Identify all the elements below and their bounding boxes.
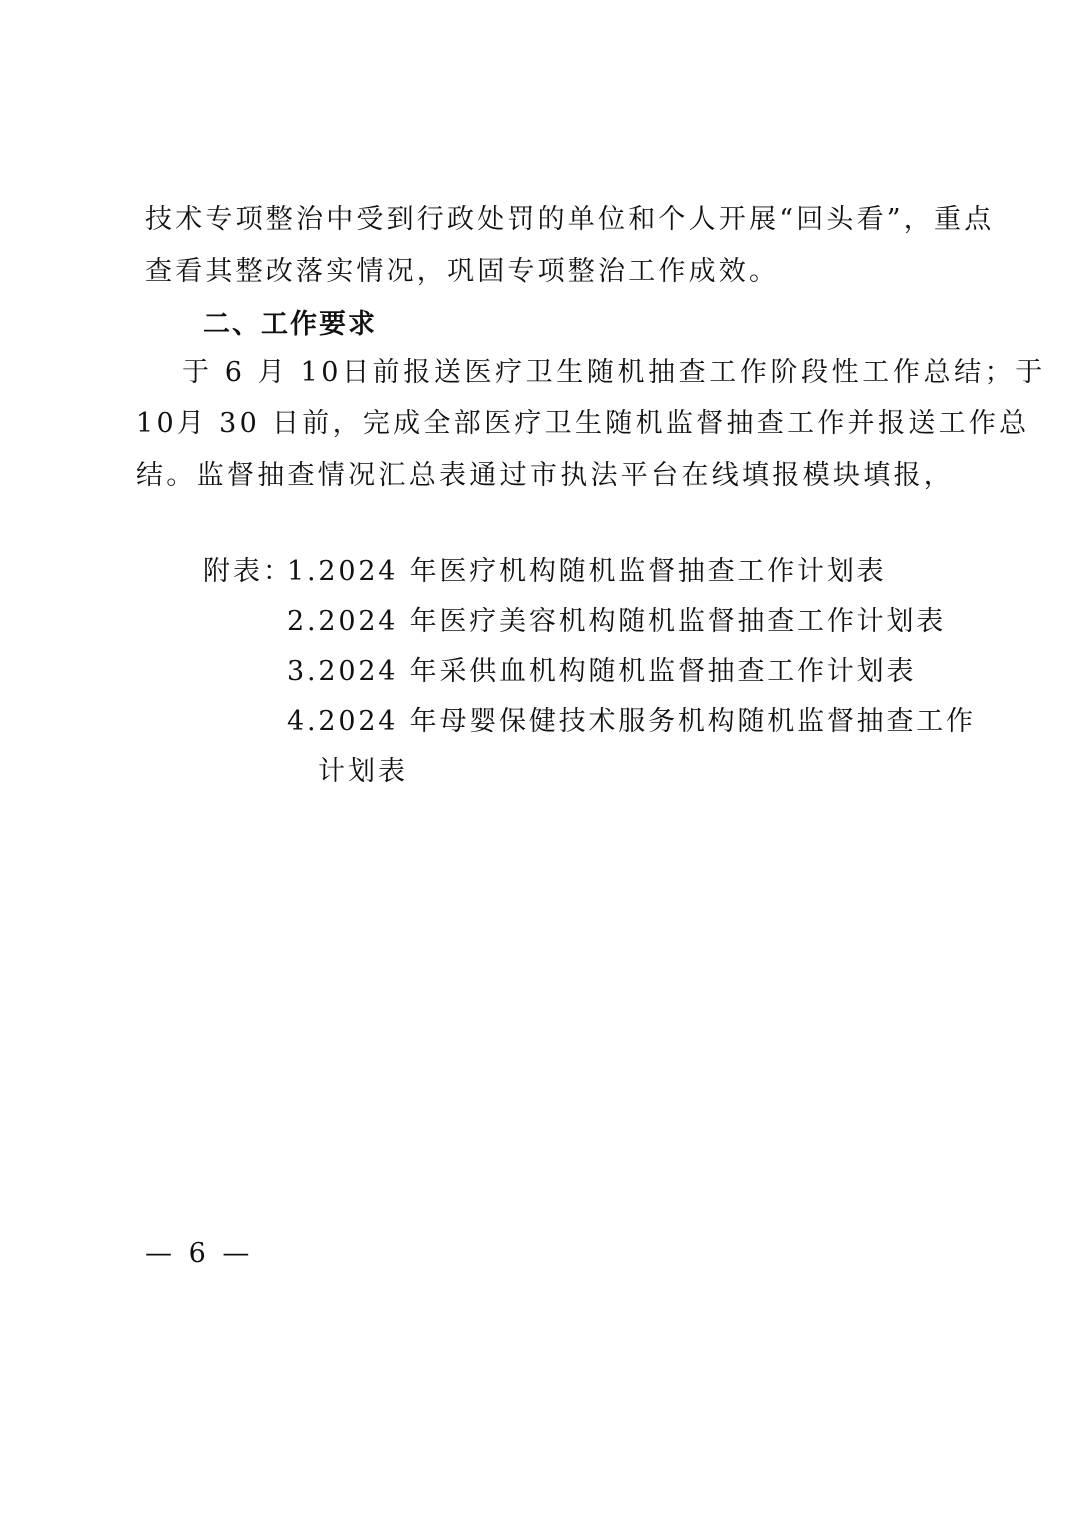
attachment-item: 2.2024 年医疗美容机构随机监督抽查工作计划表 — [287, 606, 947, 637]
attachments-label: 附表： — [203, 556, 293, 587]
paragraph-line: 技术专项整治中受到行政处罚的单位和个人开展“回头看”，重点 — [145, 204, 995, 235]
paragraph-line: 结。监督抽查情况汇总表通过市执法平台在线填报模块填报， — [136, 460, 955, 491]
paragraph-line: 10月 30 日前，完成全部医疗卫生随机监督抽查工作并报送工作总 — [136, 408, 1030, 439]
paragraph-line: 于 6 月 10日前报送医疗卫生随机抽查工作阶段性工作总结；于 — [182, 357, 1046, 388]
paragraph-line: 查看其整改落实情况，巩固专项整治工作成效。 — [145, 256, 780, 287]
attachment-item: 1.2024 年医疗机构随机监督抽查工作计划表 — [287, 556, 887, 587]
attachment-item: 3.2024 年采供血机构随机监督抽查工作计划表 — [287, 656, 917, 687]
attachment-item: 4.2024 年母婴保健技术服务机构随机监督抽查工作 — [287, 706, 976, 737]
page-number: — 6 — — [145, 1238, 254, 1269]
section-heading: 二、工作要求 — [203, 309, 377, 340]
attachment-item-continuation: 计划表 — [318, 756, 408, 787]
